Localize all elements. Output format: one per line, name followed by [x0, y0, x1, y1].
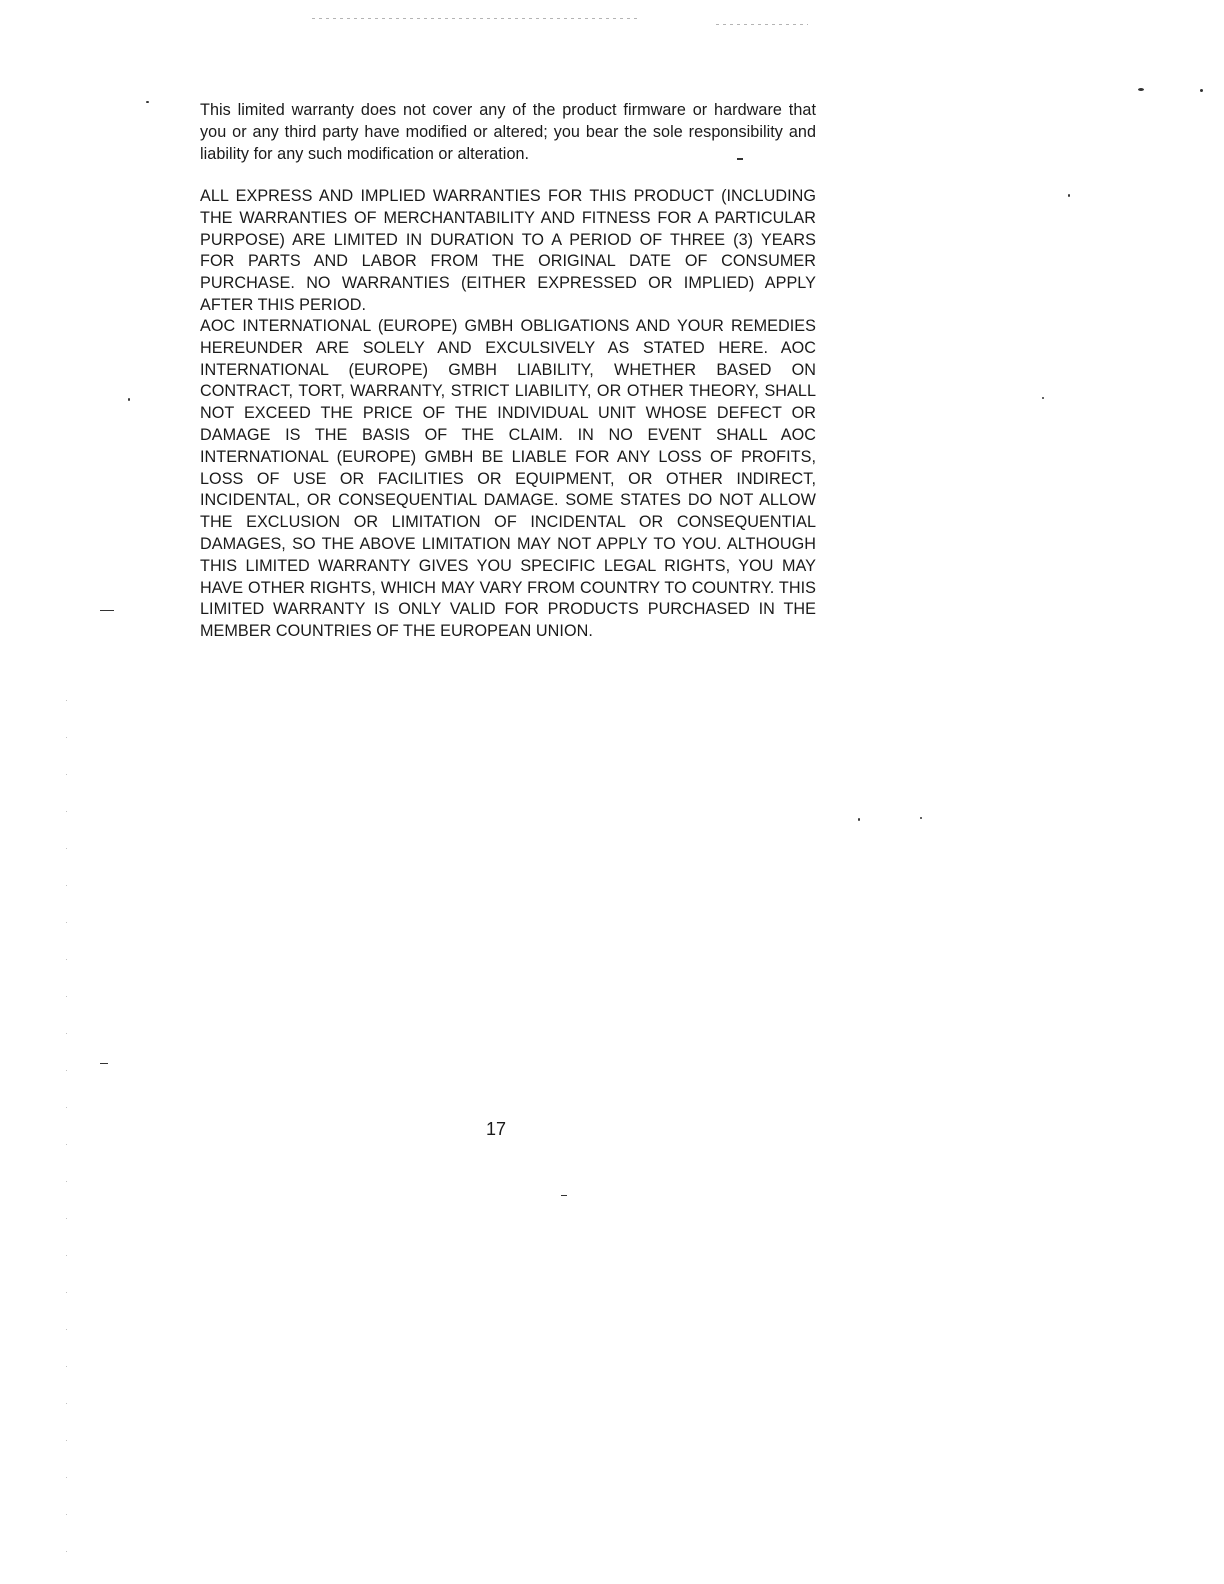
paragraph-firmware-modification: This limited warranty does not cover any of the product firmware or hardware that you or any third party have modified or altered; you bear the sole responsibility and liability for any such modification or alteration.	[200, 101, 816, 163]
scan-speck	[1068, 194, 1070, 197]
scan-speck	[1138, 88, 1144, 91]
scan-artifact-top-line	[312, 18, 637, 19]
scan-artifact-top-line-right	[716, 24, 808, 25]
scan-speck	[920, 817, 922, 819]
scan-speck	[100, 610, 114, 611]
page-number: 17	[486, 1119, 507, 1139]
scan-speck	[128, 398, 130, 401]
scan-speck	[1042, 397, 1044, 399]
paragraph-liability-limitation: AOC INTERNATIONAL (EUROPE) GMBH OBLIGATIONS AND YOUR REMEDIES HEREUNDER ARE SOLELY AND EXCULSIVELY AS STATED HERE. AOC INTERNATIONAL (EUROPE) GMBH LIABILITY, WHETHER BASED ON CONTRACT, TORT, WARRANTY, STRICT LIABILITY, OR OTHER THEORY, SHALL NOT EXCEED THE PRICE OF THE INDIVIDUAL UNIT WHOSE DEFECT OR DAMAGE IS THE BASIS OF THE CLAIM. IN NO EVENT SHALL AOC INTERNATIONAL (EUROPE) GMBH BE LIABLE FOR ANY LOSS OF PROFITS, LOSS OF USE OR FACILITIES OR EQUIPMENT, OR OTHER INDIRECT, INCIDENTAL, OR CONSEQUENTIAL DAMAGE. SOME STATES DO NOT ALLOW THE EXCLUSION OR LIMITATION OF INCIDENTAL OR CONSEQUENTIAL DAMAGES, SO THE ABOVE LIMITATION MAY NOT APPLY TO YOU. ALTHOUGH THIS LIMITED WARRANTY GIVES YOU SPECIFIC LEGAL RIGHTS, YOU MAY HAVE OTHER RIGHTS, WHICH MAY VARY FROM COUNTRY TO COUNTRY. THIS LIMITED WARRANTY IS ONLY VALID FOR PRODUCTS PURCHASED IN THE MEMBER COUNTRIES OF THE EUROPEAN UNION.	[200, 317, 816, 641]
scan-speck	[1200, 89, 1203, 92]
scan-speck	[561, 1195, 567, 1196]
scan-speck	[146, 101, 149, 103]
paragraph-warranty-duration: ALL EXPRESS AND IMPLIED WARRANTIES FOR THIS PRODUCT (INCLUDING THE WARRANTIES OF MERCHANTABILITY AND FITNESS FOR A PARTICULAR PURPOSE) ARE LIMITED IN DURATION TO A PERIOD OF THREE (3) YEARS FOR PARTS AND LABOR FROM THE ORIGINAL DATE OF CONSUMER PURCHASE. NO WARRANTIES (EITHER EXPRESSED OR IMPLIED) APPLY AFTER THIS PERIOD.	[200, 187, 816, 314]
scan-artifact-left-margin	[66, 700, 67, 1560]
scan-speck	[858, 818, 860, 821]
scan-speck	[100, 1063, 108, 1064]
